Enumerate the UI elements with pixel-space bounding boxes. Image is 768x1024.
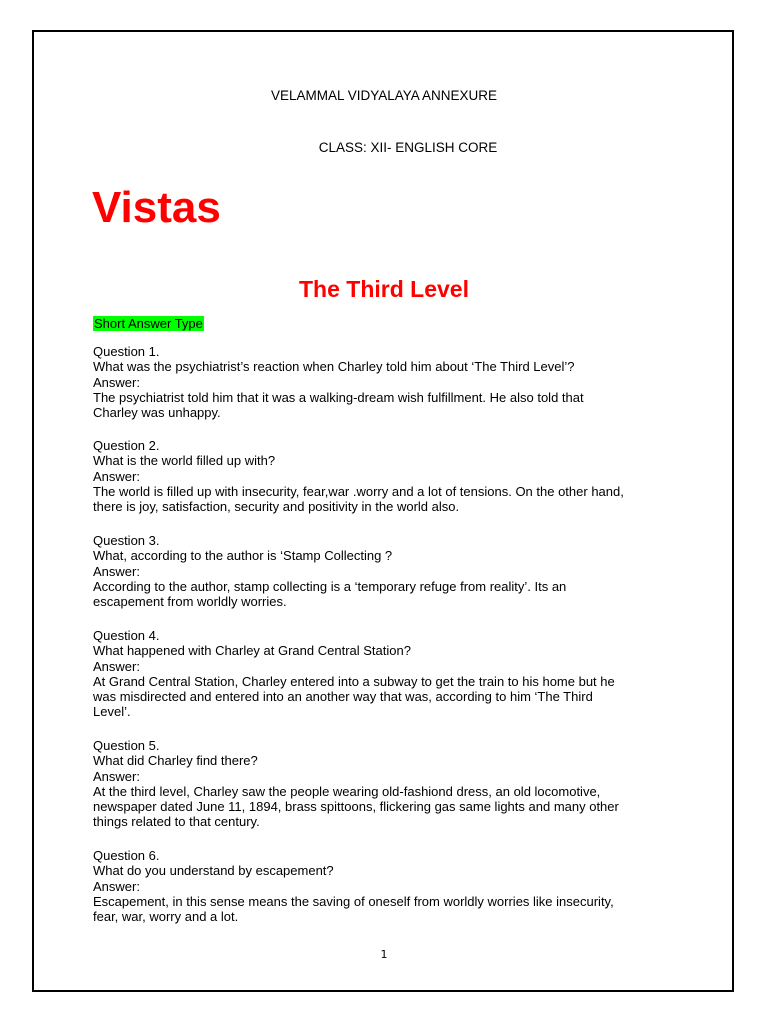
question-text: What do you understand by escapement? [93, 863, 334, 879]
answer-line: According to the author, stamp collecting is a ‘temporary refuge from reality’. Its an [93, 578, 567, 594]
answer-label: Answer: [93, 563, 140, 579]
question-block-3 [93, 533, 693, 609]
answer-line: there is joy, satisfaction, security and positivity in the world also. [93, 499, 460, 515]
answer-line: escapement from worldly worries. [93, 594, 287, 610]
answer-line: The psychiatrist told him that it was a walking-dream wish fulfillment. He also told that [93, 389, 584, 405]
answer-label: Answer: [93, 878, 140, 894]
answer-label: Answer: [93, 768, 140, 784]
answer-line: newspaper dated June 11, 1894, brass spittoons, flickering gas same lights and many other [93, 799, 619, 815]
question-block-6 [93, 848, 693, 924]
question-number: Question 5. [93, 738, 160, 753]
question-number: Question 2. [93, 438, 160, 453]
school-name: VELAMMAL VIDYALAYA ANNEXURE [270, 88, 498, 103]
answer-line: things related to that century. [93, 814, 260, 830]
answer-label: Answer: [93, 468, 140, 484]
class-line: CLASS: XII- ENGLISH CORE [318, 140, 498, 155]
question-text: What was the psychiatrist’s reaction when Charley told him about ‘The Third Level’? [93, 359, 575, 375]
question-block-4 [93, 628, 693, 720]
chapter-title: The Third Level [299, 276, 469, 302]
answer-line: At the third level, Charley saw the people wearing old-fashiond dress, an old locomotive, [93, 783, 601, 799]
book-title: Vistas [92, 183, 221, 232]
question-number: Question 1. [93, 344, 160, 359]
answer-line: Level’. [93, 704, 131, 720]
answer-line: Escapement, in this sense means the saving of oneself from worldly worries like insecurity, [93, 893, 614, 909]
question-number: Question 3. [93, 533, 160, 548]
question-text: What did Charley find there? [93, 753, 258, 769]
question-text: What is the world filled up with? [93, 453, 276, 469]
page-number: 1 [380, 948, 388, 961]
section-label-highlighted: Short Answer Type [94, 316, 203, 331]
answer-line: The world is filled up with insecurity, fear,war .worry and a lot of tensions. On the other hand, [93, 483, 624, 499]
answer-label: Answer: [93, 374, 140, 390]
question-block-1 [93, 344, 693, 420]
answer-label: Answer: [93, 658, 140, 674]
question-block-5 [93, 738, 693, 830]
question-number: Question 4. [93, 628, 160, 643]
answer-line: At Grand Central Station, Charley entered into a subway to get the train to his home but he [93, 673, 615, 689]
question-text: What, according to the author is ‘Stamp Collecting ? [93, 548, 393, 564]
question-number: Question 6. [93, 848, 160, 863]
answer-line: Charley was unhappy. [93, 405, 221, 421]
question-block-2 [93, 438, 693, 514]
answer-line: was misdirected and entered into an another way that was, according to him ‘The Third [93, 689, 593, 705]
question-text: What happened with Charley at Grand Central Station? [93, 643, 411, 659]
answer-line: fear, war, worry and a lot. [93, 909, 239, 925]
